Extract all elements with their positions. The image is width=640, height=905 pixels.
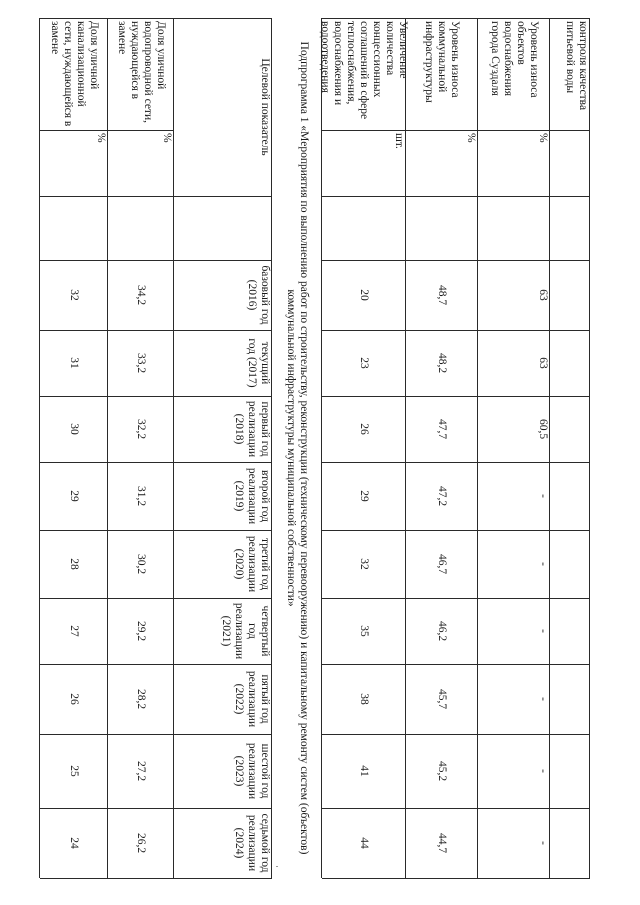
table1-value-cell bbox=[550, 530, 590, 598]
table2-value-cell: 29 bbox=[68, 490, 81, 502]
table1-value-cell: 60,5 bbox=[537, 418, 549, 440]
rotated-table-sheet bbox=[40, 18, 590, 878]
table1-value-cell: 35 bbox=[358, 625, 371, 637]
table2-value-cell: 34,2 bbox=[135, 284, 148, 306]
table1-value-cell bbox=[550, 396, 590, 462]
table2-header-year-cell: базовый год (2016) bbox=[246, 265, 271, 325]
table1-value-cell: 41 bbox=[358, 765, 371, 777]
scan-speck bbox=[276, 866, 278, 867]
table2-header-year-cell: текущий год (2017) bbox=[246, 338, 271, 388]
table2-column-rule bbox=[40, 878, 272, 879]
table1-value-cell: 45,7 bbox=[436, 688, 449, 710]
table2-value-cell: 31,2 bbox=[135, 485, 148, 507]
table1-indicator-cell: Уровень износа объектов водоснабжения города Суздаля bbox=[489, 21, 540, 98]
table2-value-cell: 27,2 bbox=[135, 760, 148, 782]
table1-value-cell: 20 bbox=[358, 289, 371, 301]
table1-unit-cell: % bbox=[465, 133, 477, 143]
table2-header-year-cell: шестой год реализации (2023) bbox=[233, 742, 271, 800]
table2-value-cell: 30 bbox=[68, 423, 81, 435]
table1-value-cell: 32 bbox=[358, 558, 371, 570]
table1-value-cell: - bbox=[537, 629, 549, 633]
table2-value-cell: 32,2 bbox=[135, 418, 148, 440]
table2-unit-cell: % bbox=[161, 133, 173, 143]
table1-value-cell: - bbox=[537, 841, 549, 845]
table1-value-cell bbox=[550, 808, 590, 878]
table2-value-cell: 27 bbox=[68, 625, 81, 637]
table1-value-cell: - bbox=[537, 769, 549, 773]
table2-value-cell: 26,2 bbox=[135, 832, 148, 854]
table1-value-cell: 48,7 bbox=[436, 284, 449, 306]
table1-value-cell: 46,2 bbox=[436, 620, 449, 642]
table1-value-cell: 48,2 bbox=[436, 352, 449, 374]
table2-value-cell: 28 bbox=[68, 558, 81, 570]
table1-value-cell bbox=[550, 330, 590, 396]
table2-value-cell: 28,2 bbox=[135, 688, 148, 710]
table2-header-indicator: Целевой показатель bbox=[259, 58, 271, 156]
table1-unit-cell: шт. bbox=[393, 133, 405, 149]
table1-value-cell bbox=[550, 260, 590, 330]
table1-value-cell bbox=[550, 734, 590, 808]
table1-value-cell bbox=[550, 462, 590, 530]
table1-value-cell: 47,2 bbox=[436, 485, 449, 507]
table1-value-cell: 44,7 bbox=[436, 832, 449, 854]
table2-header-year-cell: первый год реализации (2018) bbox=[233, 400, 271, 458]
table2-header-year-cell: седьмой год реализации (2024) bbox=[233, 813, 271, 873]
table2-indicator-cell: Доля уличной водопроводной сети, нуждающейся в замене bbox=[116, 21, 167, 123]
table1-value-cell: 46,7 bbox=[436, 553, 449, 575]
table1-value-cell: - bbox=[537, 697, 549, 701]
table1-value-cell: - bbox=[537, 494, 549, 498]
table2-header-year-cell: третий год реализации (2020) bbox=[233, 535, 271, 593]
table1-value-cell: 26 bbox=[358, 423, 371, 435]
table2-indicator-cell: Доля уличной канализационной сети, нуждающейся в замене bbox=[49, 21, 100, 127]
table2-value-cell: 33,2 bbox=[135, 352, 148, 374]
table1-column-rule bbox=[322, 878, 590, 879]
table1-value-cell: 63 bbox=[537, 357, 549, 369]
table1-value-cell: 45,2 bbox=[436, 760, 449, 782]
subprogram-title: Подпрограмма 1 «Мероприятия по выполнению работ по строительству, реконструкции (техническому перевооружению) и капитальному ремонту систем (объектов) коммунальной инфраструктуры муниципальной собственности» bbox=[285, 41, 310, 855]
table1-value-cell bbox=[550, 664, 590, 734]
table2-value-cell: 29,2 bbox=[135, 620, 148, 642]
table2-value-cell: 24 bbox=[68, 837, 81, 849]
table2-value-cell: 30,2 bbox=[135, 553, 148, 575]
table2-unit-cell: % bbox=[95, 133, 107, 143]
table1-unit-cell: % bbox=[537, 133, 549, 143]
table1-value-cell: 47,7 bbox=[436, 418, 449, 440]
table1-value-cell: 29 bbox=[358, 490, 371, 502]
table1-value-cell: 44 bbox=[358, 837, 371, 849]
table2-header-year-cell: четвертый год реализации (2021) bbox=[220, 602, 271, 660]
table2-header-year-cell: второй год реализации (2019) bbox=[233, 467, 271, 525]
table2-value-cell: 26 bbox=[68, 693, 81, 705]
table1-unit-cell bbox=[550, 130, 590, 260]
table2-value-cell: 32 bbox=[68, 289, 81, 301]
table1-indicator-cell: контроля качества питьевой воды bbox=[564, 21, 589, 111]
table1-indicator-cell: Уровень износа коммунальной инфраструктуры bbox=[423, 21, 462, 103]
table1-indicator-cell: Увеличение количества концессионных соглашений в сфере теплоснабжения, водоснабжения и водоотведения bbox=[319, 21, 410, 120]
table2-value-cell: 25 bbox=[68, 765, 81, 777]
table1-value-cell: 38 bbox=[358, 693, 371, 705]
table1-value-cell: 23 bbox=[358, 357, 371, 369]
table1-value-cell: - bbox=[537, 562, 549, 566]
table2-header-year-cell: пятый год реализации (2022) bbox=[233, 670, 271, 728]
table2-value-cell: 31 bbox=[68, 357, 81, 369]
table1-value-cell: 63 bbox=[537, 289, 549, 301]
table1-value-cell bbox=[550, 598, 590, 664]
